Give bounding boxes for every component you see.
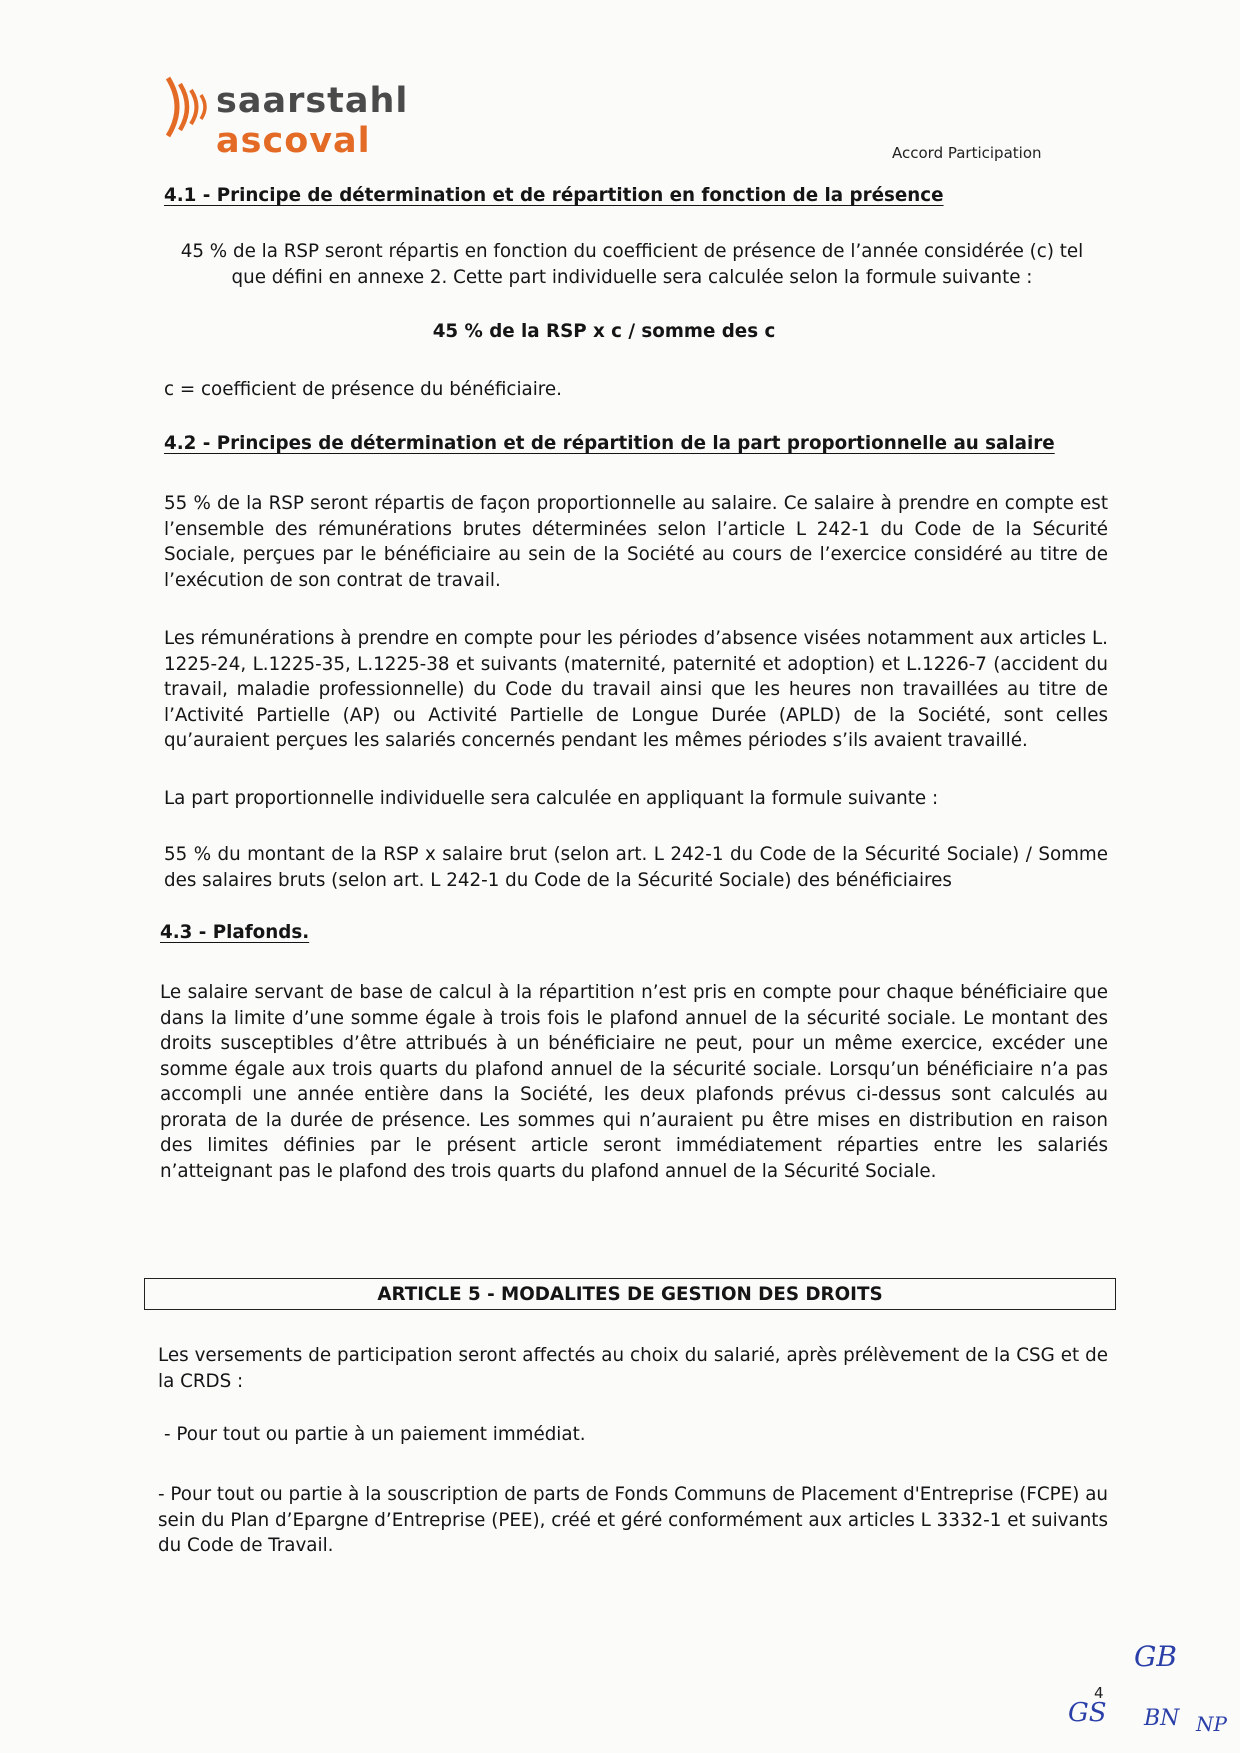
article-5-option-2: - Pour tout ou partie à la souscription de parts de Fonds Communs de Placement d'Entreprise (FCPE) au sein du Plan d’Epargne d’Entreprise (PEE), créé et géré conformément aux articles L 3332-1 et suivants du Code de Travail. <box>158 1484 1108 1556</box>
article-5-title: ARTICLE 5 - MODALITES DE GESTION DES DROITS <box>377 1283 883 1305</box>
section-4-1-formula: 45 % de la RSP x c / somme des c <box>432 321 776 342</box>
section-4-2-paragraph-3: La part proportionnelle individuelle sera calculée en appliquant la formule suivante : <box>164 788 939 809</box>
handwritten-initials-np: NP <box>1196 1712 1227 1736</box>
section-4-1-paragraph: 45 % de la RSP seront répartis en fonction du coefficient de présence de l’année considérée (c) tel que défini en annexe 2. Cette part individuelle sera calculée selon la formule suivante : <box>180 241 1084 288</box>
handwritten-initials-gb: GB <box>1134 1640 1177 1673</box>
handwritten-initials-bn: BN <box>1144 1706 1180 1731</box>
article-5-title-box <box>144 1278 1116 1310</box>
chevron-arcs-icon <box>164 74 218 140</box>
document-header-label: Accord Participation <box>892 144 1042 162</box>
page-number: 4 <box>1094 1684 1104 1702</box>
logo-text-saarstahl: saarstahl <box>216 81 409 121</box>
section-4-3-heading: 4.3 - Plafonds. <box>160 922 310 943</box>
logo-text-ascoval: ascoval <box>216 121 371 161</box>
handwritten-initials-gs: GS <box>1068 1698 1107 1728</box>
section-4-1-definition: c = coefficient de présence du bénéficiaire. <box>164 379 562 400</box>
section-4-2-paragraph-1: 55 % de la RSP seront répartis de façon proportionnelle au salaire. Ce salaire à prendre en compte est l’ensemble des rémunérations brutes déterminées selon l’article L 242-1 du Code de la Sécurité Sociale, perçues par le bénéficiaire au sein de la Société au cours de l’exercice considéré au titre de l’exécution de son contrat de travail. <box>164 493 1108 591</box>
section-4-2-paragraph-2: Les rémunérations à prendre en compte pour les périodes d’absence visées notamment aux articles L. 1225-24, L.1225-35, L.1225-38 et suivants (maternité, paternité et adoption) et L.1226-7 (accident du travail, maladie professionnelle) du Code du travail ainsi que les heures non travaillées au titre de l’Activité Partielle (AP) ou Activité Partielle de Longue Durée (APLD) de la Société, sont celles qu’auraient perçues les salariés concernés pendant les mêmes périodes s’ils avaient travaillé. <box>164 628 1108 751</box>
section-4-1-heading: 4.1 - Principe de détermination et de répartition en fonction de la présence <box>164 185 944 206</box>
section-4-2-heading: 4.2 - Principes de détermination et de répartition de la part proportionnelle au salaire <box>164 433 1055 454</box>
section-4-3-paragraph: Le salaire servant de base de calcul à la répartition n’est pris en compte pour chaque bénéficiaire que dans la limite d’une somme égale à trois fois le plafond annuel de la sécurité sociale. Le montant des droits susceptibles d’être attribués à un bénéficiaire ne peut, pour un même exercice, excéder une somme égale aux trois quarts du plafond annuel de la sécurité sociale. Lorsqu’un bénéficiaire n’a pas accompli une année entière dans la Société, les deux plafonds prévus ci-dessus sont calculés au prorata de la durée de présence. Les sommes qui n’auraient pu être mises en distribution en raison des limites définies par le présent article seront immédiatement réparties entre les salariés n’atteignant pas le plafond des trois quarts du plafond annuel de la Sécurité Sociale. <box>160 982 1108 1182</box>
company-logo <box>164 74 409 164</box>
section-4-2-formula: 55 % du montant de la RSP x salaire brut (selon art. L 242-1 du Code de la Sécurité Sociale) / Somme des salaires bruts (selon art. L 242-1 du Code de la Sécurité Sociale) des bénéficiaires <box>164 844 1108 891</box>
article-5-paragraph: Les versements de participation seront affectés au choix du salarié, après prélèvement de la CSG et de la CRDS : <box>158 1345 1108 1392</box>
article-5-option-1: - Pour tout ou partie à un paiement immédiat. <box>164 1424 586 1445</box>
